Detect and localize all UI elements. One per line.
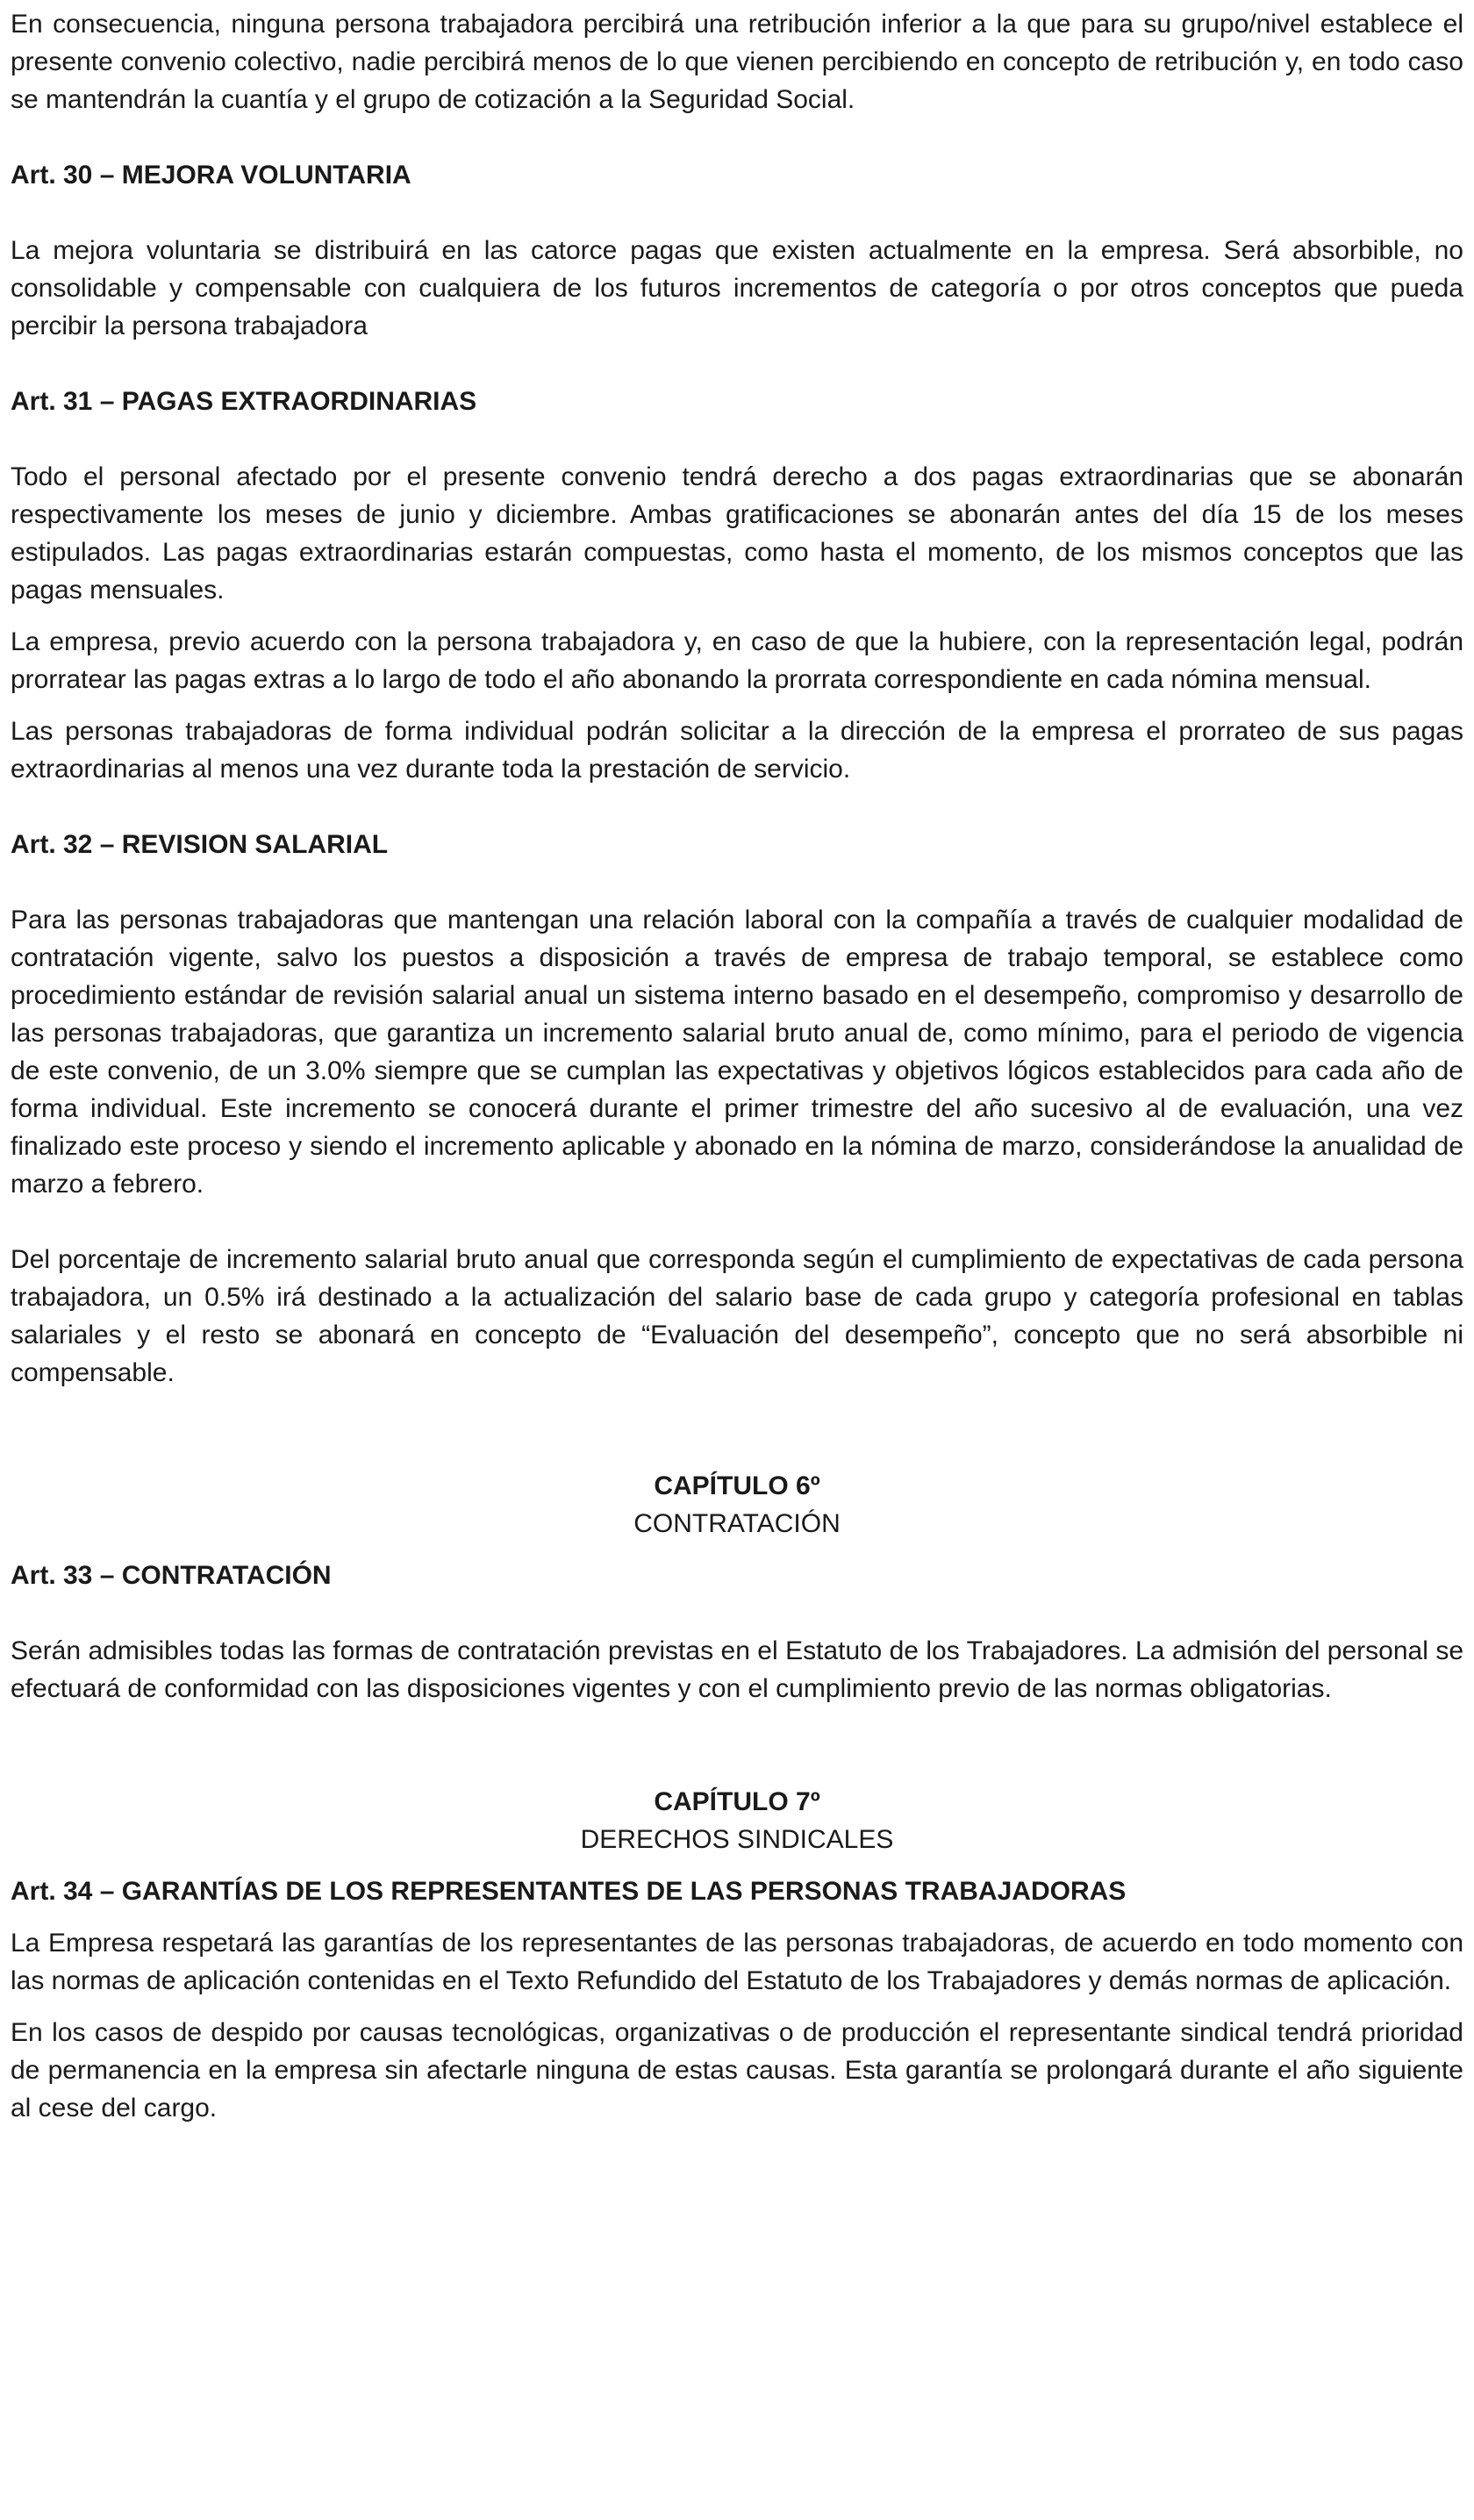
intro-paragraph: En consecuencia, ninguna persona trabajadora percibirá una retribución inferior a la que para su grupo/nivel establece el presente convenio colectivo, nadie percibirá menos de lo que vienen percibiendo en concepto de retribución y, en todo caso se mantendrán la cuantía y el grupo de cotización a la Seguridad Social. (11, 10, 1463, 114)
article-heading: Art. 30 – MEJORA VOLUNTARIA (11, 161, 411, 190)
article-paragraph: La mejora voluntaria se distribuirá en las catorce pagas que existen actualmente en la empresa. Será absorbible, no consolidable y compensable con cualquiera de los futuros incrementos de categoría o por otros conceptos que pueda percibir la persona trabajadora (11, 236, 1463, 340)
article-paragraph: Serán admisibles todas las formas de contratación previstas en el Estatuto de los Trabajadores. La admisión del personal se efectuará de conformidad con las disposiciones vigentes y con el cumplimiento previo de las normas obligatorias. (11, 1636, 1463, 1703)
article-paragraph: Para las personas trabajadoras que mantengan una relación laboral con la compañía a través de cualquier modalidad de contratación vigente, salvo los puestos a disposición a través de empresa de trabajo temporal, se establece como procedimiento estándar de revisión salarial anual un sistema interno basado en el desempeño, compromiso y desarrollo de las personas trabajadoras, que garantiza un incremento salarial bruto anual de, como mínimo, para el periodo de vigencia de este convenio, de un 3.0% siempre que se cumplan las expectativas y objetivos lógicos establecidos para cada año de forma individual. Este incremento se conocerá durante el primer trimestre del año sucesivo al de evaluación, una vez finalizado este proceso y siendo el incremento aplicable y abonado en la nómina de marzo, considerándose la anualidad de marzo a febrero. (11, 906, 1463, 1199)
article-30 (11, 156, 1463, 345)
article-paragraph: Del porcentaje de incremento salarial bruto anual que corresponda según el cumplimiento de expectativas de cada persona trabajadora, un 0.5% irá destinado a la actualización del salario base de cada grupo y categoría profesional en tablas salariales y el resto se abonará en concepto de “Evaluación del desempeño”, concepto que no será absorbible ni compensable. (11, 1245, 1463, 1387)
article-heading: Art. 34 – GARANTÍAS DE LOS REPRESENTANTES DE LAS PERSONAS TRABAJADORAS (11, 1877, 1127, 1906)
article-heading: Art. 31 – PAGAS EXTRAORDINARIAS (11, 387, 477, 416)
article-34 (11, 1872, 1463, 2127)
article-paragraph: La Empresa respetará las garantías de los representantes de las personas trabajadoras, de acuerdo en todo momento con las normas de aplicación contenidas en el Texto Refundido del Estatuto de los Trabajadores y demás normas de aplicación. (11, 1929, 1463, 1995)
article-paragraph: En los casos de despido por causas tecnológicas, organizativas o de producción el representante sindical tendrá prioridad de permanencia en la empresa sin afectarle ninguna de estas causas. Esta garantía se prolongará durante el año siguiente al cese del cargo. (11, 2018, 1463, 2123)
article-heading: Art. 33 – CONTRATACIÓN (11, 1561, 332, 1590)
chapter-title: CAPÍTULO 7º (654, 1787, 820, 1816)
chapter-subtitle: CONTRATACIÓN (633, 1509, 841, 1538)
article-31 (11, 383, 1463, 788)
article-paragraph: La empresa, previo acuerdo con la persona trabajadora y, en caso de que la hubiere, con la representación legal, podrán prorratear las pagas extras a lo largo de todo el año abonando la prorrata correspondiente en cada nómina mensual. (11, 627, 1463, 694)
article-33 (11, 1557, 1463, 1707)
chapter-7-heading (11, 1783, 1463, 1858)
chapter-6-heading (11, 1467, 1463, 1543)
article-32 (11, 826, 1463, 1392)
article-paragraph: Las personas trabajadoras de forma individual podrán solicitar a la dirección de la empresa el prorrateo de sus pagas extraordinarias al menos una vez durante toda la prestación de servicio. (11, 717, 1463, 784)
article-paragraph: Todo el personal afectado por el presente convenio tendrá derecho a dos pagas extraordinarias que se abonarán respectivamente los meses de junio y diciembre. Ambas gratificaciones se abonarán antes del día 15 de los meses estipulados. Las pagas extraordinarias estarán compuestas, como hasta el momento, de los mismos conceptos que las pagas mensuales. (11, 462, 1463, 605)
chapter-subtitle: DERECHOS SINDICALES (580, 1825, 894, 1854)
article-heading: Art. 32 – REVISION SALARIAL (11, 830, 389, 859)
chapter-title: CAPÍTULO 6º (654, 1471, 820, 1500)
